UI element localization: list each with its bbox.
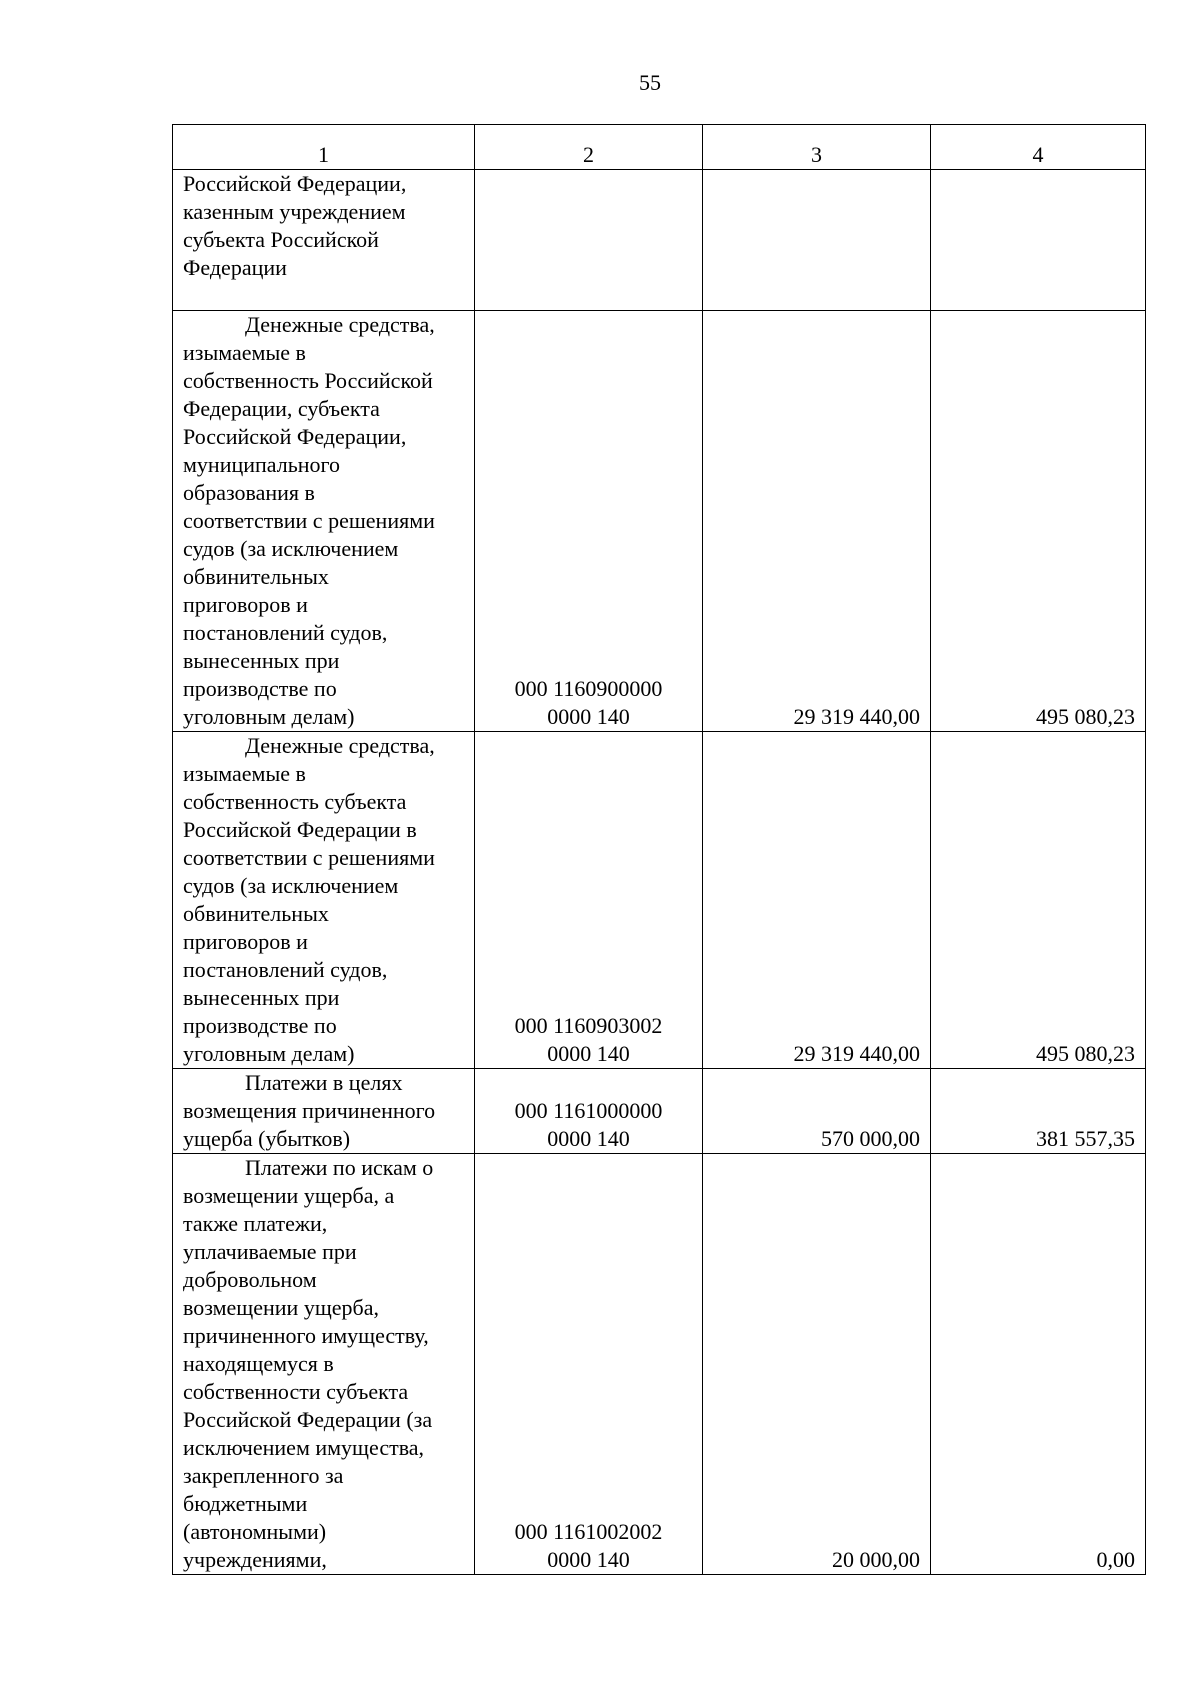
row-name-rest: изымаемые в собственность субъекта Российской Федерации в соответствии с решениями судов (за исключением обвинительных приговоров и постановлений судов, вынесенных при производстве по уголовным делам) xyxy=(183,761,435,1066)
table-row xyxy=(173,732,1146,1069)
row-name-rest: возмещении ущерба, а также платежи, уплачиваемые при добровольном возмещении ущерба, причиненного имуществу, находящемуся в собственности субъекта Российской Федерации (за исключением имущества, закрепленного за бюджетными (автономными) учреждениями, xyxy=(183,1183,433,1572)
row-code: 000 1161002002 0000 140 xyxy=(475,1154,703,1575)
table-row xyxy=(173,1154,1146,1575)
row-name-first-line: Платежи по искам о xyxy=(245,1155,434,1180)
row-name-rest: изымаемые в собственность Российской Федерации, субъекта Российской Федерации, муниципального образования в соответствии с решениями судов (за исключением обвинительных приговоров и постановлений судов, вынесенных при производстве по уголовным делам) xyxy=(183,340,435,729)
row-col3: 29 319 440,00 xyxy=(703,311,931,732)
table-row xyxy=(173,1069,1146,1154)
column-header-2: 2 xyxy=(475,125,703,170)
column-header-4: 4 xyxy=(931,125,1146,170)
row-col4: 495 080,23 xyxy=(931,732,1146,1069)
column-header-1: 1 xyxy=(173,125,475,170)
row-col4: 0,00 xyxy=(931,1154,1146,1575)
row-code xyxy=(475,170,703,311)
row-col3: 20 000,00 xyxy=(703,1154,931,1575)
row-name xyxy=(173,1154,475,1575)
row-name-first-line: Денежные средства, xyxy=(245,312,435,337)
row-col4 xyxy=(931,170,1146,311)
column-number-row xyxy=(173,125,1146,170)
row-col4: 381 557,35 xyxy=(931,1069,1146,1154)
row-name: Российской Федерации, казенным учреждением субъекта Российской Федерации xyxy=(173,170,475,311)
page-number: 55 xyxy=(639,70,661,95)
row-name-rest: возмещения причиненного ущерба (убытков) xyxy=(183,1098,436,1151)
row-col3: 570 000,00 xyxy=(703,1069,931,1154)
report-table xyxy=(172,124,1146,1575)
row-code: 000 1161000000 0000 140 xyxy=(475,1069,703,1154)
column-header-3: 3 xyxy=(703,125,931,170)
row-name-first-line: Платежи в целях xyxy=(245,1070,403,1095)
row-name-first-line: Денежные средства, xyxy=(245,733,435,758)
row-col3 xyxy=(703,170,931,311)
table-row xyxy=(173,311,1146,732)
row-code: 000 1160900000 0000 140 xyxy=(475,311,703,732)
row-name xyxy=(173,732,475,1069)
row-name xyxy=(173,311,475,732)
row-name xyxy=(173,1069,475,1154)
row-col4: 495 080,23 xyxy=(931,311,1146,732)
row-code: 000 1160903002 0000 140 xyxy=(475,732,703,1069)
row-col3: 29 319 440,00 xyxy=(703,732,931,1069)
table-row-continuation xyxy=(173,170,1146,311)
